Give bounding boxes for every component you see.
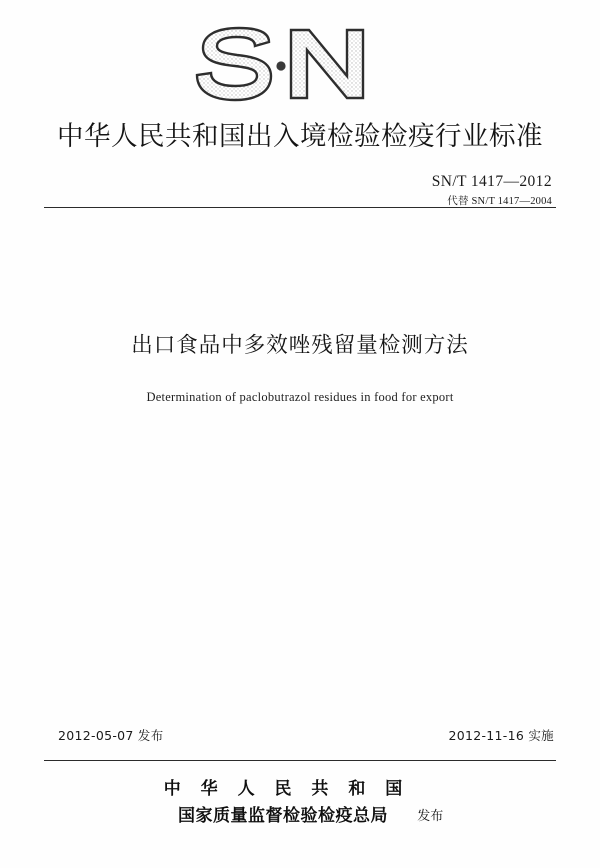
divider-top bbox=[44, 207, 556, 208]
issue-date: 2012-05-07 发布 bbox=[58, 728, 164, 743]
issuer-block bbox=[0, 774, 600, 826]
divider-bottom bbox=[44, 760, 556, 761]
issuer-line-2: 国家质量监督检验检疫总局 bbox=[177, 806, 388, 826]
organization-heading: 中华人民共和国出入境检验检疫行业标准 bbox=[57, 121, 543, 152]
sn-emblem-icon bbox=[0, 26, 600, 104]
issuer-publish-label: 发布 bbox=[417, 809, 444, 824]
standard-number-block bbox=[432, 173, 552, 208]
document-title-en: Determination of paclobutrazol residues in food for export bbox=[146, 390, 454, 404]
standard-number: SN/T 1417—2012 bbox=[431, 173, 552, 190]
document-title-cn: 出口食品中多效唑残留量检测方法 bbox=[131, 333, 469, 358]
standard-replaces: 代替 SN/T 1417—2004 bbox=[447, 196, 552, 207]
issuer-line-1: 中 华 人 民 共 和 国 bbox=[163, 779, 410, 799]
issuer-name bbox=[157, 774, 410, 826]
effective-date: 2012-11-16 实施 bbox=[448, 728, 554, 743]
